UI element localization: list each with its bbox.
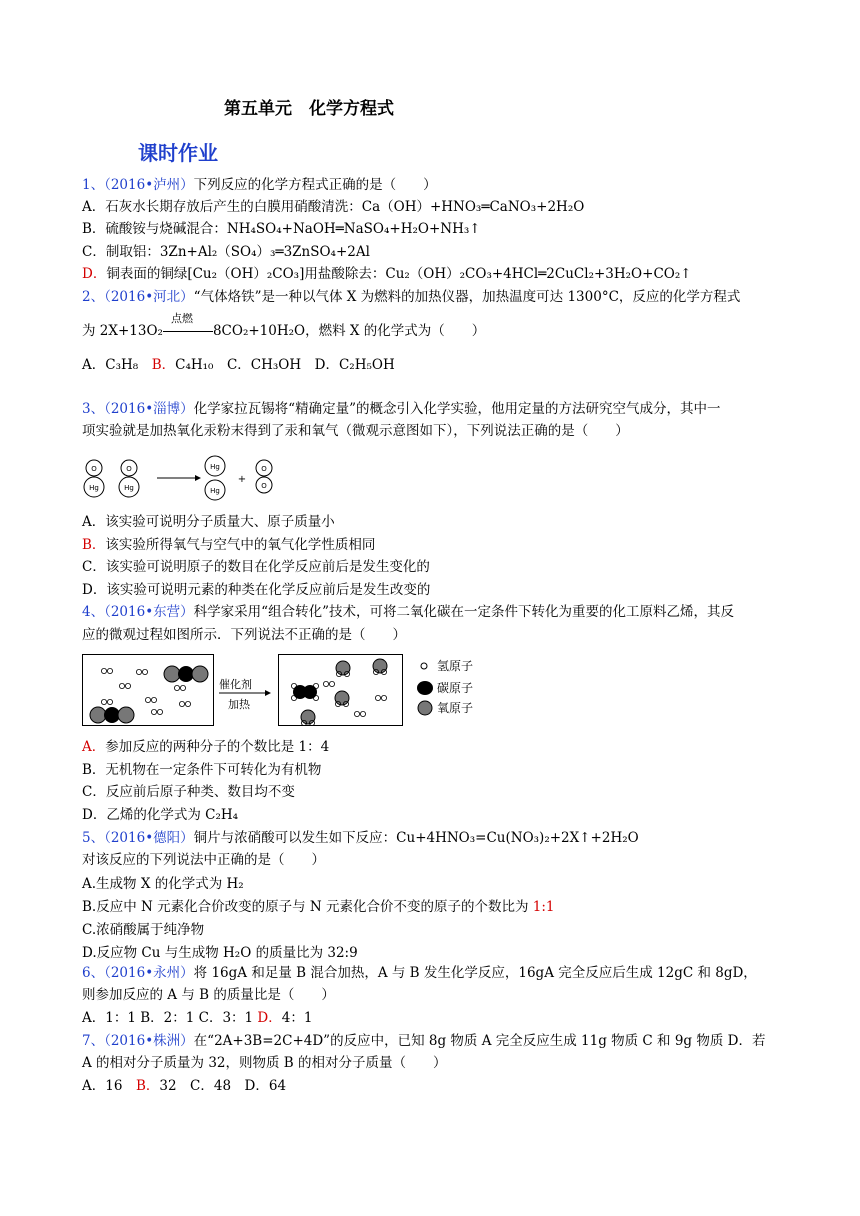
section-subtitle: 课时作业 <box>138 141 218 165</box>
legend-oxygen: 氧原子 <box>437 701 474 715</box>
answer-key: B． <box>151 357 176 373</box>
ethylene-synthesis-diagram <box>82 654 492 730</box>
svg-text:O: O <box>261 465 267 473</box>
answer-key: B． <box>135 1078 160 1094</box>
plus-sign: + <box>237 474 247 485</box>
o-atom-label: O <box>91 465 97 473</box>
question-6-stem: 6、（2016•永州）将 16gA 和足量 B 混合加热，A 与 B 发生化学反应，16gA 完全反应后生成 12gC 和 8gD， <box>82 965 757 981</box>
q5-option-d: D.反应物 Cu 与生成物 H₂O 的质量比为 32:9 <box>82 945 358 961</box>
mercury-oxide-diagram <box>82 452 282 504</box>
page-title: 第五单元 化学方程式 <box>224 99 394 119</box>
question-2-stem: 2、（2016•河北）“气体烙铁”是一种以气体 X 为燃料的加热仪器，加热温度可达 1300°C，反应的化学方程式 <box>82 289 741 305</box>
q3-option-a: A．该实验可说明分子质量大、原子质量小 <box>82 514 335 530</box>
question-5-stem-cont: 对该反应的下列说法中正确的是（ ） <box>82 852 325 868</box>
question-text: 下列反应的化学方程式正确的是（ ） <box>193 177 437 193</box>
svg-text:Hg: Hg <box>124 484 134 492</box>
legend-hydrogen: 氢原子 <box>437 659 474 673</box>
svg-text:Hg: Hg <box>210 487 220 495</box>
question-1-stem <box>82 176 437 194</box>
q1-option-d: D．铜表面的铜绿[Cu₂（OH）₂CO₃]用盐酸除去：Cu₂（OH）₂CO₃+4HCl═2CuCl₂+3H₂O+CO₂↑ <box>82 266 692 282</box>
answer-key: D． <box>257 1010 282 1026</box>
answer-highlight: 1:1 <box>532 899 555 915</box>
question-7-stem-cont: A 的相对分子质量为 32，则物质 B 的相对分子质量（ ） <box>82 1055 447 1071</box>
q5-option-c: C.浓硝酸属于纯净物 <box>82 922 205 938</box>
reaction-condition: 点燃 <box>170 312 193 325</box>
question-5-stem: 5、（2016•德阳）铜片与浓硝酸可以发生如下反应：Cu+4HNO₃=Cu(NO₃)₂+2X↑+2H₂O <box>82 830 639 846</box>
q2-options: A．C₃H₈ B．C₄H₁₀ C．CH₃OH D．C₂H₅OH <box>82 357 395 373</box>
question-7-stem: 7、（2016•株洲）在“2A+3B=2C+4D”的反应中，已知 8g 物质 A 完全反应生成 11g 物质 C 和 9g 物质 D．若 <box>82 1033 766 1049</box>
q4-option-b: B．无机物在一定条件下可转化为有机物 <box>82 762 322 778</box>
question-3-stem: 3、（2016•淄博）化学家拉瓦锡将“精确定量”的概念引入化学实验，他用定量的方法研究空气成分，其中一 <box>82 401 721 417</box>
question-number: 1、 <box>82 177 105 193</box>
answer-key: B． <box>82 537 106 553</box>
q2-equation: 为 2X+13O₂ 点燃 8CO₂+10H₂O，燃料 X 的化学式为（ ） <box>82 312 486 339</box>
hg-atom-label: Hg <box>89 484 99 492</box>
question-source: （2016•泸州） <box>104 177 194 193</box>
q7-options: A．16 B．32 C．48 D．64 <box>82 1078 287 1094</box>
question-6-stem-cont: 则参加反应的 A 与 B 的质量比是（ ） <box>82 987 335 1003</box>
q1-option-c: C．制取铝：3Zn+Al₂（SO₄）₃═3ZnSO₄+2Al <box>82 244 370 260</box>
question-3-stem-cont: 项实验就是加热氧化汞粉末得到了汞和氧气（微观示意图如下），下列说法正确的是（ ） <box>82 423 629 439</box>
question-4-stem: 4、（2016•东营）科学家采用“组合转化”技术，可将二氧化碳在一定条件下转化为重要的化工原料乙烯，其反 <box>82 604 734 620</box>
q3-option-d: D．该实验可说明元素的种类在化学反应前后是发生改变的 <box>82 582 431 598</box>
q1-option-b: B．硫酸铵与烧碱混合：NH₄SO₄+NaOH═NaSO₄+H₂O+NH₃↑ <box>82 221 481 237</box>
answer-key: A． <box>82 739 106 755</box>
legend-carbon: 碳原子 <box>437 681 474 695</box>
q3-option-c: C．该实验可说明原子的数目在化学反应前后是发生变化的 <box>82 559 430 575</box>
q1-option-a: A．石灰水长期存放后产生的白膜用硝酸清洗：Ca（OH）+HNO₃═CaNO₃+2H₂O <box>82 199 585 215</box>
question-4-stem-cont: 应的微观过程如图所示．下列说法不正确的是（ ） <box>82 627 406 643</box>
q5-option-a: A.生成物 X 的化学式为 H₂ <box>82 876 244 892</box>
q4-option-a: A．参加反应的两种分子的个数比是 1：4 <box>82 739 330 755</box>
svg-text:Hg: Hg <box>210 463 220 471</box>
svg-text:O: O <box>126 465 132 473</box>
q6-options: A．1：1 B．2：1 C．3：1 D．4：1 <box>82 1010 313 1026</box>
q4-option-d: D．乙烯的化学式为 C₂H₄ <box>82 807 239 823</box>
answer-key: D． <box>82 266 107 282</box>
q5-option-b: B.反应中 N 元素化合价改变的原子与 N 元素化合价不变的原子的个数比为 1:1 <box>82 899 555 915</box>
q4-option-c: C．反应前后原子种类、数目均不变 <box>82 784 295 800</box>
svg-text:O: O <box>261 482 267 490</box>
q3-option-b: B．该实验所得氧气与空气中的氧气化学性质相同 <box>82 537 376 553</box>
catalyst-label: 催化剂 <box>219 678 252 691</box>
heating-label: 加热 <box>228 698 250 711</box>
